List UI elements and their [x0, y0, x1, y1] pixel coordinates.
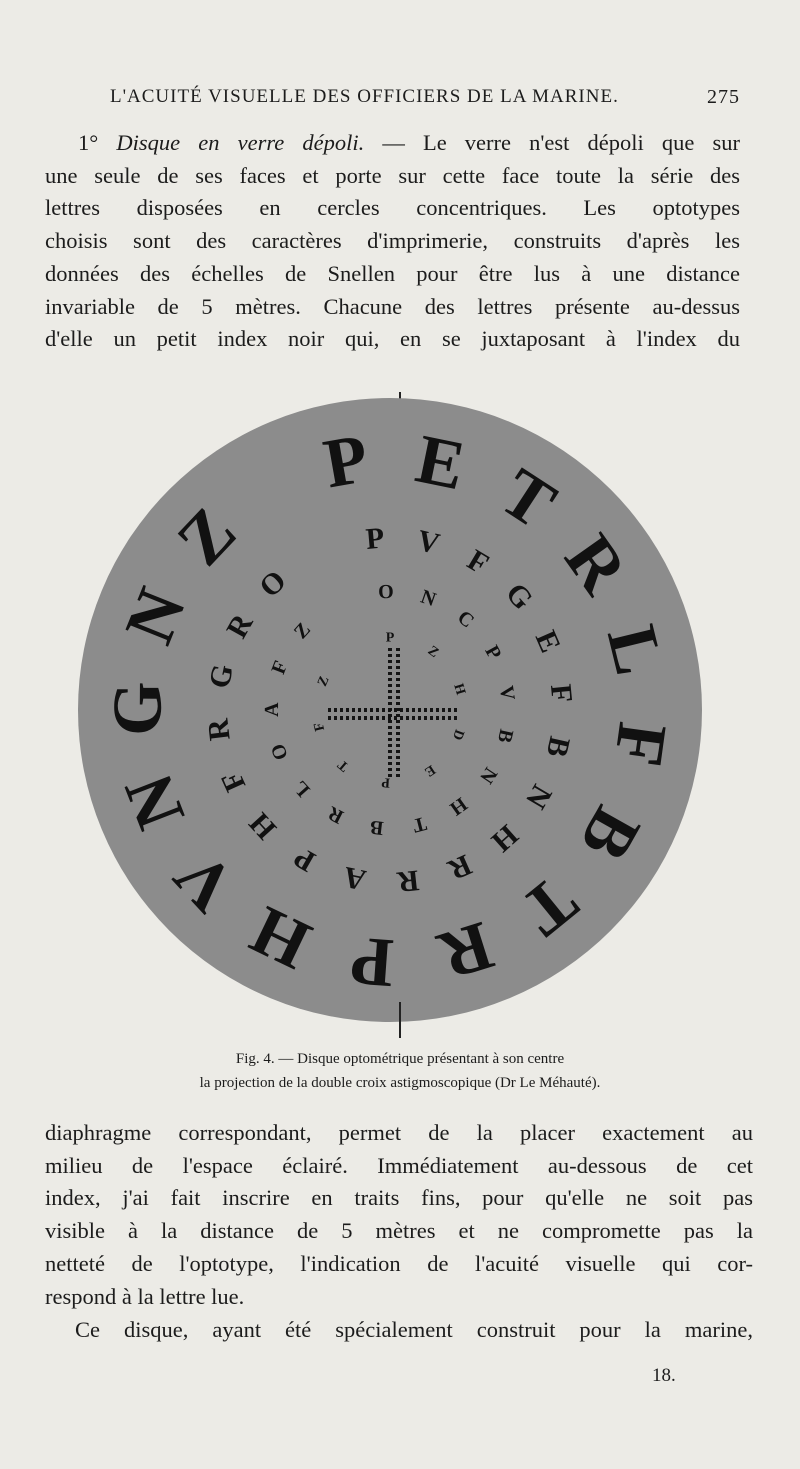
- optotype-letter: P: [288, 840, 321, 879]
- text-line: Ce disque, ayant été spécialement construit pour la marine,: [75, 1317, 753, 1342]
- optotype-letter: F: [543, 682, 579, 705]
- text-line: milieu de l'espace éclairé. Immédiatement au-dessous de cet: [45, 1152, 753, 1178]
- paragraph-diaphragme: [45, 1117, 753, 1313]
- optotype-letter: F: [461, 543, 495, 582]
- caption-line: la projection de la double croix astigmoscopique (Dr Le Méhauté).: [199, 1075, 601, 1091]
- optotype-letter: R: [395, 863, 421, 899]
- optotype-letter: T: [506, 861, 592, 951]
- optotype-letter: N: [475, 763, 502, 788]
- optotype-letter: Z: [162, 493, 252, 581]
- optotype-letter: N: [417, 585, 439, 612]
- optotype-letter: H: [485, 818, 525, 859]
- page-number: 275: [707, 86, 740, 108]
- optotype-letter: V: [494, 684, 519, 702]
- optotype-letter: T: [487, 453, 569, 545]
- optotype-letter: P: [348, 921, 397, 1002]
- text-line: diaphragme correspondant, permet de la placer exactement au: [45, 1120, 753, 1145]
- optotype-letter: E: [409, 420, 472, 506]
- optotype-letter: R: [201, 717, 237, 743]
- optotype-letter: P: [364, 521, 386, 556]
- optotype-letter: P: [381, 774, 391, 790]
- italic-term: Disque en verre dépoli.: [116, 130, 365, 155]
- optotype-letter: G: [202, 661, 240, 691]
- optotype-letter: F: [311, 720, 329, 733]
- optotype-letter: Z: [315, 674, 333, 689]
- text-line: d'elle un petit index noir qui, en se juxtaposant à l'index du: [45, 326, 740, 352]
- optotype-letter: F: [267, 657, 293, 678]
- optotype-letter: T: [410, 811, 429, 837]
- figure-optometric-disk: [70, 390, 710, 1040]
- optotype-letter: A: [340, 859, 369, 897]
- optotype-letter: B: [539, 733, 577, 761]
- optotype-letter: B: [564, 794, 655, 873]
- optotype-letter: C: [453, 606, 479, 633]
- optotype-letter: L: [289, 776, 315, 801]
- optotype-letter: T: [335, 756, 353, 774]
- optotype-letter: R: [549, 521, 642, 608]
- paragraph-disque: [45, 127, 740, 356]
- optotype-letter: F: [598, 717, 681, 771]
- text-line: visible à la distance de 5 mètres et ne compromette pas la: [45, 1218, 753, 1244]
- optotype-letter: E: [421, 761, 438, 780]
- optotype-letter: N: [110, 578, 202, 654]
- optotype-letter: Z: [289, 618, 316, 644]
- optotype-letter: H: [239, 890, 323, 984]
- optotype-letter: R: [324, 801, 348, 828]
- optotype-letter: V: [414, 523, 443, 561]
- optotype-letter: F: [214, 766, 253, 797]
- text-line: invariable de 5 mètres. Chacune des lettres présente au-dessus: [45, 293, 740, 319]
- optotype-letter: N: [518, 779, 559, 815]
- text-line: choisis sont des caractères d'imprimerie, construits d'après les: [45, 228, 740, 254]
- signature-mark: 18.: [652, 1365, 676, 1386]
- optometric-disk-illustration: [70, 390, 710, 1040]
- optotype-letter: O: [266, 740, 293, 763]
- optotype-letter: D: [448, 727, 467, 742]
- optotype-letter: P: [480, 641, 506, 664]
- text-line: respond à la lettre lue.: [45, 1283, 245, 1309]
- paragraph-ce-disque: [45, 1314, 753, 1347]
- optotype-letter: N: [110, 763, 201, 839]
- optotype-letter: V: [159, 836, 251, 927]
- figure-caption: [60, 1047, 740, 1095]
- optotype-letter: G: [499, 576, 540, 617]
- optotype-letter: R: [443, 847, 477, 887]
- optotype-letter: E: [528, 625, 567, 658]
- text-line: 1° Disque en verre dépoli. — Le verre n'est dépoli que sur: [78, 130, 741, 155]
- text-line: une seule de ses faces et porte sur cette face toute la série des: [45, 162, 740, 188]
- optotype-letter: R: [220, 608, 260, 644]
- optotype-letter: B: [492, 726, 518, 745]
- running-title: L'ACUITÉ VISUELLE DES OFFICIERS DE LA MARINE.: [110, 86, 619, 107]
- list-label: 1°: [78, 130, 117, 155]
- optotype-letter: L: [591, 618, 678, 682]
- optotype-letter: B: [368, 815, 385, 839]
- caption-line: Fig. 4. — Disque optométrique présentant à son centre: [235, 1051, 565, 1067]
- text-line: lettres disposées en cercles concentriques. Les optotypes: [45, 195, 740, 221]
- optotype-letter: H: [445, 792, 472, 820]
- optotype-letter: O: [377, 580, 395, 604]
- text-line: netteté de l'optotype, l'indication de l'acuité visuelle qui cor-: [45, 1250, 753, 1276]
- optotype-letter: Z: [424, 643, 442, 662]
- text-line: index, j'ai fait inscrire en traits fins, pour qu'elle ne soit pas: [45, 1185, 753, 1211]
- optotype-letter: A: [260, 702, 284, 717]
- optotype-letter: H: [450, 682, 468, 697]
- optotype-letter: R: [430, 905, 502, 995]
- optotype-letter: O: [253, 563, 293, 605]
- optotype-letter: G: [99, 681, 177, 737]
- text-line: données des échelles de Snellen pour être lus à une distance: [45, 260, 740, 286]
- optotype-letter: P: [385, 630, 395, 646]
- optotype-letter: H: [242, 806, 283, 846]
- optotype-letter: P: [318, 420, 374, 504]
